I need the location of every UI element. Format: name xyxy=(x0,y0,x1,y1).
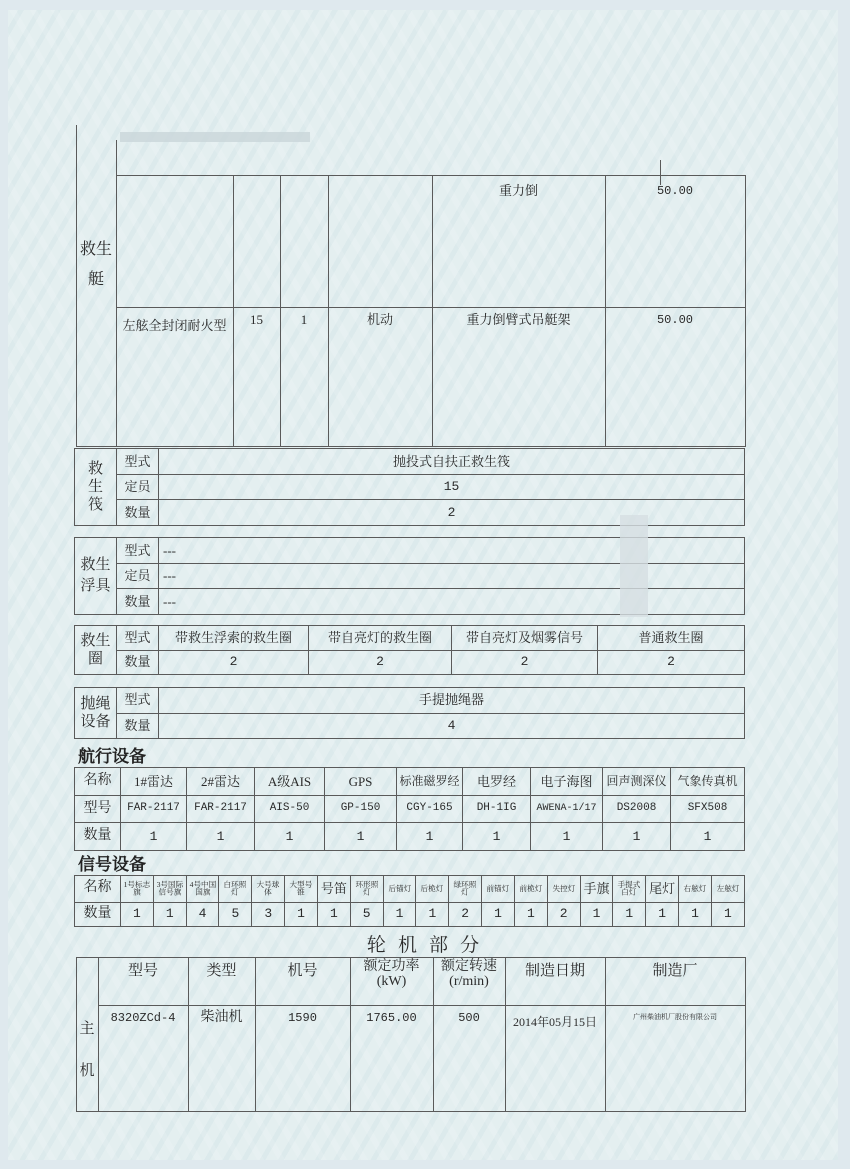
lifebuoy-type-label: 型式 xyxy=(117,626,159,651)
nav-name: GPS xyxy=(325,768,397,796)
buoyant-row-label: 定员 xyxy=(117,563,159,589)
buoyant-label: 救生浮具 xyxy=(75,538,117,615)
liferaft-row-label: 定员 xyxy=(117,474,159,500)
buoyant-capacity: --- xyxy=(159,563,745,589)
engine-date: 2014年05月15日 xyxy=(512,1014,597,1029)
signal-qty: 5 xyxy=(350,902,383,926)
engine-header: 制造日期 xyxy=(524,963,585,980)
signal-name: 后锚灯 xyxy=(383,876,416,903)
signal-name: 4号中国国旗 xyxy=(186,876,219,903)
liferaft-label: 救生筏 xyxy=(75,449,117,526)
signal-qty: 1 xyxy=(416,902,449,926)
linethrower-table xyxy=(74,687,745,739)
signal-qty: 1 xyxy=(646,902,679,926)
signal-name: 大型号锥 xyxy=(285,876,318,903)
signal-name: 左舷灯 xyxy=(711,876,744,903)
signal-name: 尾灯 xyxy=(646,876,679,903)
engine-section-title: 轮 机 部 分 xyxy=(366,934,480,956)
nav-row-label: 数量 xyxy=(75,823,121,851)
lifebuoy-type: 带自亮灯及烟雾信号 xyxy=(452,626,598,651)
signal-name: 环形照灯 xyxy=(350,876,383,903)
nav-name: 标准磁罗经 xyxy=(397,768,463,796)
lifebuoy-qty-label: 数量 xyxy=(117,650,159,675)
nav-name: 电子海图 xyxy=(531,768,603,796)
nav-name: 气象传真机 xyxy=(671,768,745,796)
signal-table xyxy=(74,875,745,927)
signal-qty: 2 xyxy=(547,902,580,926)
engine-speed: 500 xyxy=(458,1010,480,1025)
signal-qty: 1 xyxy=(285,902,318,926)
linethrower-type: 手提抛绳器 xyxy=(159,688,745,714)
nav-name: 1#雷达 xyxy=(121,768,187,796)
nav-model: DH-1IG xyxy=(463,795,531,823)
signal-qty: 1 xyxy=(613,902,646,926)
lifeboat-label: 救生艇 xyxy=(79,240,112,288)
nav-qty: 1 xyxy=(325,823,397,851)
signal-name: 前桅灯 xyxy=(514,876,547,903)
liferaft-quantity: 2 xyxy=(159,500,745,526)
engine-header: 型号 xyxy=(127,963,158,980)
nav-qty: 1 xyxy=(255,823,325,851)
nav-name: 回声测深仪 xyxy=(603,768,671,796)
nav-name: 2#雷达 xyxy=(187,768,255,796)
lifebuoy-qty: 2 xyxy=(598,650,745,675)
linethrower-quantity: 4 xyxy=(159,713,745,739)
nav-model: FAR-2117 xyxy=(187,795,255,823)
nav-model: GP-150 xyxy=(325,795,397,823)
lifeboat-row1-weight: 50.00 xyxy=(656,183,693,198)
buoyant-row-label: 型式 xyxy=(117,538,159,564)
document-page xyxy=(8,10,838,1160)
signal-qty: 1 xyxy=(383,902,416,926)
signal-section-title: 信号设备 xyxy=(78,855,146,875)
redacted-area xyxy=(620,515,648,617)
signal-name: 号笛 xyxy=(317,876,350,903)
nav-model: FAR-2117 xyxy=(121,795,187,823)
buoyant-row-label: 数量 xyxy=(117,589,159,615)
nav-qty: 1 xyxy=(531,823,603,851)
lifebuoy-qty: 2 xyxy=(309,650,452,675)
engine-row-label: 主机 xyxy=(79,1021,95,1079)
lifebuoy-type: 带自亮灯的救生圈 xyxy=(309,626,452,651)
signal-name: 手提式白灯 xyxy=(613,876,646,903)
nav-row-label: 名称 xyxy=(75,768,121,796)
lifebuoy-type: 带救生浮索的救生圈 xyxy=(159,626,309,651)
signal-name: 失控灯 xyxy=(547,876,580,903)
engine-serial: 1590 xyxy=(288,1010,317,1025)
nav-model: DS2008 xyxy=(603,795,671,823)
signal-qty: 4 xyxy=(186,902,219,926)
lifeboat-type: 左舷全封闭耐火型 xyxy=(122,318,227,334)
engine-manufacturer: 广州柴油机厂股份有限公司 xyxy=(633,1013,717,1022)
signal-qty: 1 xyxy=(679,902,712,926)
signal-qty: 1 xyxy=(711,902,744,926)
buoyant-type: --- xyxy=(159,538,745,564)
lifebuoy-table xyxy=(74,625,745,675)
nav-row-label: 型号 xyxy=(75,795,121,823)
signal-qty: 1 xyxy=(580,902,613,926)
nav-model: AIS-50 xyxy=(255,795,325,823)
linethrower-row-label: 型式 xyxy=(117,688,159,714)
engine-header: 额定功率 (kW) xyxy=(363,959,420,989)
lifebuoy-type: 普通救生圈 xyxy=(598,626,745,651)
engine-header: 机号 xyxy=(287,963,318,980)
lifebuoy-label: 救生圈 xyxy=(75,626,117,675)
signal-name: 手旗 xyxy=(580,876,613,903)
signal-name: 1号标志旗 xyxy=(121,876,154,903)
engine-header: 制造厂 xyxy=(652,963,698,980)
signal-row-label: 名称 xyxy=(75,876,121,903)
signal-qty: 1 xyxy=(514,902,547,926)
nav-qty: 1 xyxy=(187,823,255,851)
signal-qty: 1 xyxy=(153,902,186,926)
nav-name: 电罗经 xyxy=(463,768,531,796)
signal-qty: 1 xyxy=(121,902,154,926)
signal-qty: 5 xyxy=(219,902,252,926)
signal-name: 前锚灯 xyxy=(482,876,515,903)
lifebuoy-qty: 2 xyxy=(159,650,309,675)
signal-name: 绿环照灯 xyxy=(449,876,482,903)
nav-model: SFX508 xyxy=(671,795,745,823)
signal-name: 大号球体 xyxy=(252,876,285,903)
liferaft-capacity: 15 xyxy=(159,474,745,500)
engine-header: 类型 xyxy=(206,963,237,980)
signal-name: 右舷灯 xyxy=(679,876,712,903)
engine-model: 8320ZCd-4 xyxy=(110,1010,176,1025)
signal-row-label: 数量 xyxy=(75,902,121,926)
lifeboat-count: 1 xyxy=(300,312,308,328)
nav-qty: 1 xyxy=(603,823,671,851)
nav-model: AWENA-1/17 xyxy=(531,795,603,823)
engine-power: 1765.00 xyxy=(366,1010,417,1025)
nav-name: A级AIS xyxy=(255,768,325,796)
buoyant-quantity: --- xyxy=(159,589,745,615)
signal-qty: 1 xyxy=(317,902,350,926)
redacted-area xyxy=(120,132,310,142)
linethrower-row-label: 数量 xyxy=(117,713,159,739)
signal-qty: 3 xyxy=(252,902,285,926)
nav-model: CGY-165 xyxy=(397,795,463,823)
lifeboat-propulsion: 机动 xyxy=(366,312,393,328)
liferaft-row-label: 型式 xyxy=(117,449,159,475)
signal-qty: 1 xyxy=(482,902,515,926)
signal-name: 后桅灯 xyxy=(416,876,449,903)
lifeboat-capacity: 15 xyxy=(250,312,263,328)
signal-qty: 2 xyxy=(449,902,482,926)
nav-qty: 1 xyxy=(397,823,463,851)
engine-header: 额定转速 (r/min) xyxy=(441,959,497,989)
liferaft-type: 抛投式自扶正救生筏 xyxy=(159,449,745,475)
lifeboat-davit: 重力倒臂式吊艇架 xyxy=(466,312,571,328)
engine-type: 柴油机 xyxy=(200,1009,243,1025)
lifebuoy-qty: 2 xyxy=(452,650,598,675)
lifeboat-row1-davit: 重力倒 xyxy=(498,183,538,199)
signal-name: 白环照灯 xyxy=(219,876,252,903)
nav-qty: 1 xyxy=(463,823,531,851)
linethrower-label: 抛绳设备 xyxy=(75,688,117,739)
liferaft-row-label: 数量 xyxy=(117,500,159,526)
nav-section-title: 航行设备 xyxy=(78,747,146,767)
nav-table xyxy=(74,767,745,851)
lifeboat-weight: 50.00 xyxy=(656,312,693,327)
nav-qty: 1 xyxy=(121,823,187,851)
signal-name: 3号国际信号旗 xyxy=(153,876,186,903)
nav-qty: 1 xyxy=(671,823,745,851)
